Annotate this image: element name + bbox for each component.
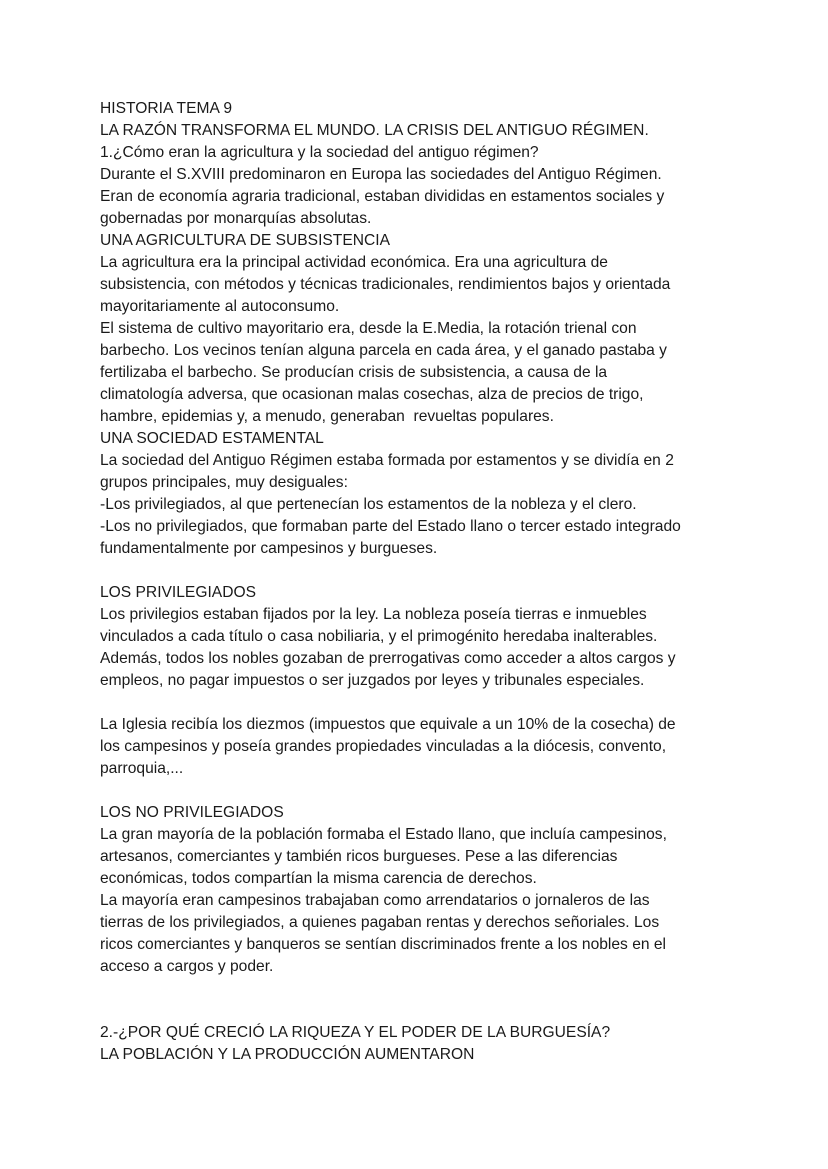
paragraph-line: fertilizaba el barbecho. Se producían crisis de subsistencia, a causa de la	[100, 364, 608, 381]
document-subtitle: LA RAZÓN TRANSFORMA EL MUNDO. LA CRISIS DEL ANTIGUO RÉGIMEN.	[100, 122, 649, 139]
paragraph-line: El sistema de cultivo mayoritario era, desde la E.Media, la rotación trienal con	[100, 320, 637, 337]
intro-line: Eran de economía agraria tradicional, estaban divididas en estamentos sociales y	[100, 188, 665, 205]
paragraph-line: La gran mayoría de la población formaba el Estado llano, que incluía campesinos,	[100, 826, 667, 843]
paragraph-line: fundamentalmente por campesinos y burgueses.	[100, 540, 438, 557]
paragraph-line: vinculados a cada título o casa nobiliaria, y el primogénito heredaba inalterables.	[100, 628, 658, 645]
paragraph-line: grupos principales, muy desiguales:	[100, 474, 348, 491]
paragraph-line: barbecho. Los vecinos tenían alguna parcela en cada área, y el ganado pastaba y	[100, 342, 667, 359]
document-title: HISTORIA TEMA 9	[100, 100, 233, 117]
section-heading-privilegiados: LOS PRIVILEGIADOS	[100, 584, 256, 601]
paragraph-line: hambre, epidemias y, a menudo, generaban revueltas populares.	[100, 408, 554, 425]
intro-line: Durante el S.XVIII predominaron en Europa las sociedades del Antiguo Régimen.	[100, 166, 662, 183]
paragraph-line: La agricultura era la principal actividad económica. Era una agricultura de	[100, 254, 608, 271]
paragraph-line: artesanos, comerciantes y también ricos burgueses. Pese a las diferencias	[100, 848, 618, 865]
paragraph-line: La mayoría eran campesinos trabajaban como arrendatarios o jornaleros de las	[100, 892, 650, 909]
section-heading-sociedad: UNA SOCIEDAD ESTAMENTAL	[100, 430, 324, 447]
paragraph-line: La sociedad del Antiguo Régimen estaba formada por estamentos y se dividía en 2	[100, 452, 674, 469]
question-2: 2.-¿POR QUÉ CRECIÓ LA RIQUEZA Y EL PODER DE LA BURGUESÍA?	[100, 1024, 611, 1041]
paragraph-line: subsistencia, con métodos y técnicas tradicionales, rendimientos bajos y orientada	[100, 276, 671, 293]
section-heading-no-privilegiados: LOS NO PRIVILEGIADOS	[100, 804, 284, 821]
paragraph-line: económicas, todos compartían la misma carencia de derechos.	[100, 870, 537, 887]
paragraph-line: mayoritariamente al autoconsumo.	[100, 298, 340, 315]
paragraph-line: acceso a cargos y poder.	[100, 958, 274, 975]
list-item: -Los privilegiados, al que pertenecían los estamentos de la nobleza y el clero.	[100, 496, 637, 513]
paragraph-line: Los privilegios estaban fijados por la ley. La nobleza poseía tierras e inmuebles	[100, 606, 647, 623]
paragraph-line: empleos, no pagar impuestos o ser juzgados por leyes y tribunales especiales.	[100, 672, 645, 689]
paragraph-line: los campesinos y poseía grandes propiedades vinculadas a la diócesis, convento,	[100, 738, 667, 755]
section-heading-poblacion: LA POBLACIÓN Y LA PRODUCCIÓN AUMENTARON	[100, 1046, 475, 1063]
paragraph-line: climatología adversa, que ocasionan malas cosechas, alza de precios de trigo,	[100, 386, 644, 403]
document-body	[100, 98, 740, 1066]
question-1: 1.¿Cómo eran la agricultura y la sociedad del antiguo régimen?	[100, 144, 539, 161]
paragraph-line: ricos comerciantes y banqueros se sentían discriminados frente a los nobles en el	[100, 936, 667, 953]
section-heading-agricultura: UNA AGRICULTURA DE SUBSISTENCIA	[100, 232, 390, 249]
paragraph-line: tierras de los privilegiados, a quienes pagaban rentas y derechos señoriales. Los	[100, 914, 660, 931]
spacer	[100, 560, 740, 582]
spacer	[100, 780, 740, 802]
spacer	[100, 978, 740, 1022]
spacer	[100, 692, 740, 714]
paragraph-line: parroquia,...	[100, 760, 184, 777]
paragraph-line: Además, todos los nobles gozaban de prerrogativas como acceder a altos cargos y	[100, 650, 676, 667]
intro-line: gobernadas por monarquías absolutas.	[100, 210, 372, 227]
paragraph-line: La Iglesia recibía los diezmos (impuestos que equivale a un 10% de la cosecha) de	[100, 716, 676, 733]
list-item: -Los no privilegiados, que formaban parte del Estado llano o tercer estado integrado	[100, 518, 681, 535]
